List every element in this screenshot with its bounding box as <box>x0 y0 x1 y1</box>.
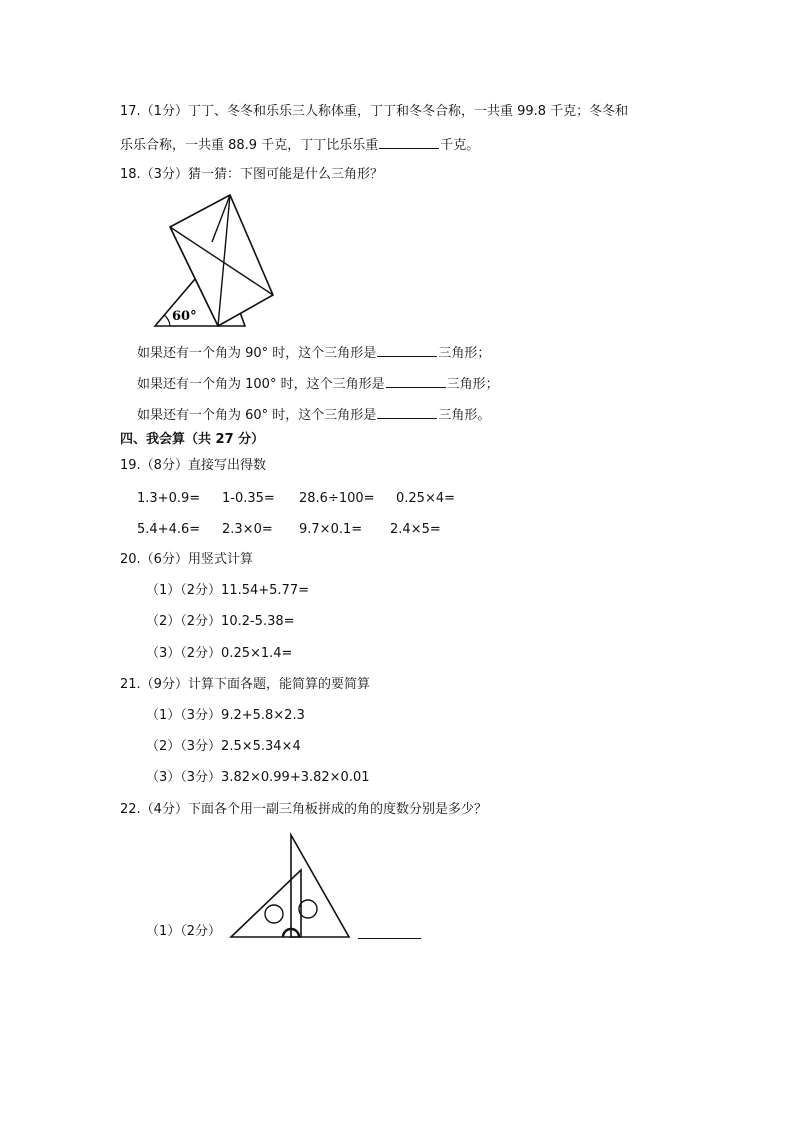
q18-option-2-blank[interactable] <box>386 374 446 388</box>
q17-line2 <box>120 135 479 155</box>
q22-item-1-label: （1）（2分） <box>146 924 222 939</box>
q18-angle-arc <box>164 315 170 326</box>
q17-line2-unit: 千克。 <box>440 138 480 153</box>
q22-stem: 22.（4分）下面各个用一副三角板拼成的角的度数分别是多少？ <box>120 802 487 817</box>
q18-option-3-text: 如果还有一个角为 60° 时，这个三角形是 <box>137 408 377 423</box>
q20-item-3: （3）（2分）0.25×1.4= <box>146 646 293 661</box>
q19-stem: 19.（8分）直接写出得数 <box>120 458 266 473</box>
q17-answer-blank[interactable] <box>379 135 439 149</box>
q19-expr-7: 9.7×0.1= <box>299 522 363 537</box>
q20-stem: 20.（6分）用竖式计算 <box>120 552 253 567</box>
q21-item-3: （3）（3分）3.82×0.99+3.82×0.01 <box>146 770 370 785</box>
q22-hole-left <box>265 905 283 923</box>
q20-item-2: （2）（2分）10.2-5.38= <box>146 614 295 629</box>
q19-expr-4: 0.25×4= <box>396 491 456 506</box>
q18-folded-triangle-figure <box>150 190 280 330</box>
section-4-title: 四、我会算（共 27 分） <box>120 432 265 447</box>
q18-option-2-text: 如果还有一个角为 100° 时，这个三角形是 <box>137 377 385 392</box>
q19-expr-6: 2.3×0= <box>222 522 273 537</box>
q18-stem: 18.（3分）猜一猜：下图可能是什么三角形？ <box>120 167 383 182</box>
q22-set-square-30-60 <box>291 835 349 937</box>
q22-set-square-figure <box>228 832 353 942</box>
q18-option-3-suffix: 三角形。 <box>438 408 491 423</box>
q19-expr-3: 28.6÷100= <box>299 491 375 506</box>
q18-option-1-suffix: 三角形； <box>438 346 491 361</box>
q18-option-2 <box>137 374 499 394</box>
q18-option-2-suffix: 三角形； <box>446 377 499 392</box>
q18-option-1 <box>137 343 490 363</box>
q17-line1: 17.（1分）丁丁、冬冬和乐乐三人称体重，丁丁和冬冬合称，一共重 99.8 千克；冬冬和 <box>120 104 629 119</box>
q20-item-1: （1）（2分）11.54+5.77= <box>146 583 309 598</box>
q19-expr-2: 1-0.35= <box>222 491 275 506</box>
q21-stem: 21.（9分）计算下面各题，能简算的要简算 <box>120 677 370 692</box>
q18-option-3 <box>137 405 490 425</box>
q21-item-1: （1）（3分）9.2+5.8×2.3 <box>146 708 305 723</box>
q17-line2-text: 乐乐合称，一共重 88.9 千克，丁丁比乐乐重 <box>120 138 379 153</box>
q21-item-2: （2）（3分）2.5×5.34×4 <box>146 739 301 754</box>
q19-expr-8: 2.4×5= <box>390 522 441 537</box>
q18-option-1-text: 如果还有一个角为 90° 时，这个三角形是 <box>137 346 377 361</box>
q18-option-3-blank[interactable] <box>377 405 437 419</box>
q18-angle-label: 60° <box>172 309 197 324</box>
q19-expr-5: 5.4+4.6= <box>137 522 201 537</box>
q18-option-1-blank[interactable] <box>377 343 437 357</box>
q22-item-1-answer-blank[interactable] <box>358 938 421 939</box>
q19-expr-1: 1.3+0.9= <box>137 491 201 506</box>
